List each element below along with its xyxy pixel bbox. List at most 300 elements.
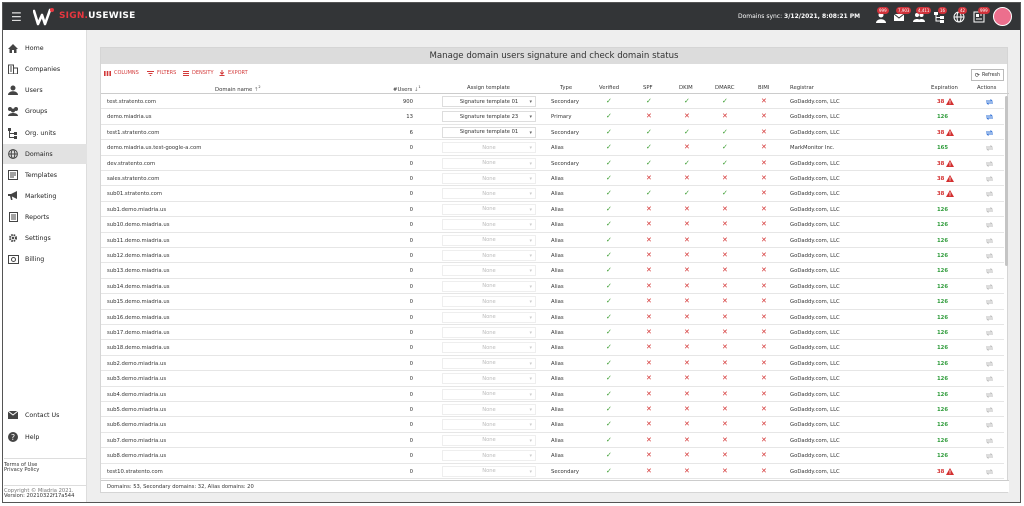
- contact-us-label: Contact Us: [25, 411, 60, 419]
- cross-icon: ✕: [761, 220, 767, 229]
- cross-icon: ✕: [722, 389, 728, 398]
- sync-action-icon[interactable]: [985, 344, 994, 352]
- table-row[interactable]: [101, 387, 1004, 402]
- sidebar-item-org-units[interactable]: [3, 124, 87, 142]
- cross-icon: ✕: [684, 451, 690, 460]
- table-scrollbar[interactable]: [1005, 96, 1008, 266]
- expiration-days: 126: [937, 437, 949, 444]
- domain-type: Alias: [551, 283, 564, 290]
- user-count: 0: [409, 345, 413, 352]
- domain-type: Alias: [551, 176, 564, 182]
- chevron-down-icon: ▾: [529, 145, 532, 152]
- cross-icon: ✕: [722, 374, 728, 383]
- sync-action-icon[interactable]: [985, 375, 994, 383]
- domain-name: demo.miadria.us: [107, 114, 152, 121]
- cross-icon: ✕: [761, 127, 767, 136]
- cross-icon: ✕: [722, 235, 728, 244]
- sync-action-icon[interactable]: [985, 221, 994, 229]
- user-count: 900: [402, 99, 413, 105]
- domain-name: sub12.demo.miadria.us: [107, 253, 170, 259]
- chevron-down-icon: ▾: [529, 345, 532, 352]
- brand-name: SIGN.USEWISE: [59, 11, 136, 21]
- registrar: GoDaddy.com, LLC: [790, 314, 840, 321]
- cross-icon: ✕: [646, 451, 652, 460]
- template-select[interactable]: None ▾: [442, 188, 536, 199]
- sidebar-item-companies[interactable]: [3, 60, 87, 78]
- sync-action-icon[interactable]: [985, 237, 994, 245]
- warning-icon: [946, 175, 954, 182]
- help-icon: [8, 432, 18, 442]
- check-icon: ✓: [646, 189, 652, 198]
- check-icon: ✓: [722, 189, 728, 198]
- groups-icon: [7, 106, 19, 116]
- registrar: GoDaddy.com, LLC: [790, 437, 840, 444]
- megaphone-icon: [8, 191, 19, 201]
- table-row[interactable]: [101, 171, 1004, 186]
- table-row[interactable]: [101, 294, 1004, 309]
- template-select[interactable]: None ▾: [442, 142, 536, 153]
- template-select[interactable]: None ▾: [442, 312, 536, 323]
- registrar: GoDaddy.com, LLC: [790, 129, 840, 136]
- cross-icon: ✕: [684, 281, 690, 290]
- table-row[interactable]: [101, 125, 1004, 140]
- domain-type: Primary: [551, 114, 572, 121]
- cross-icon: ✕: [722, 451, 728, 460]
- sort-arrow-icon: ↑: [253, 86, 259, 93]
- domain-type: Alias: [551, 314, 564, 321]
- col-header-dmarc[interactable]: DMARC: [715, 85, 735, 91]
- template-select[interactable]: None ▾: [442, 342, 536, 353]
- expiration-days: 126: [937, 206, 949, 213]
- check-icon: ✓: [606, 112, 612, 121]
- user-count: 0: [409, 422, 413, 429]
- cross-icon: ✕: [684, 143, 690, 152]
- expiration-days: 126: [937, 237, 949, 244]
- chevron-down-icon: ▾: [529, 206, 532, 213]
- user-count: 6: [409, 129, 413, 136]
- template-select[interactable]: None ▾: [442, 235, 536, 246]
- template-select[interactable]: None ▾: [442, 435, 536, 446]
- template-select[interactable]: None ▾: [442, 419, 536, 430]
- notification-badge: 16: [940, 8, 946, 13]
- chevron-down-icon: ▾: [529, 222, 532, 229]
- sync-action-icon[interactable]: [985, 144, 994, 152]
- notification-badge: 42: [960, 8, 966, 13]
- sync-action-icon[interactable]: [985, 391, 994, 399]
- sync-action-icon[interactable]: [985, 252, 994, 260]
- sidebar-item-settings[interactable]: [3, 229, 87, 247]
- chevron-down-icon: ▾: [529, 160, 532, 167]
- cross-icon: ✕: [761, 435, 767, 444]
- registrar: GoDaddy.com, LLC: [790, 283, 840, 290]
- domain-type: Alias: [551, 222, 564, 229]
- check-icon: ✓: [606, 158, 612, 167]
- contact-us-link[interactable]: [3, 406, 87, 424]
- domain-name: sub2.demo.miadria.us: [107, 360, 167, 367]
- table-row[interactable]: [101, 417, 1004, 432]
- density-icon: [183, 71, 189, 76]
- sidebar-item-reports[interactable]: [3, 208, 87, 226]
- notification-badge: 999: [980, 8, 988, 13]
- check-icon: ✓: [606, 235, 612, 244]
- user-count: 0: [409, 391, 413, 398]
- filters-button[interactable]: FILTERS: [147, 70, 176, 76]
- domain-type: Alias: [551, 391, 564, 398]
- templates-icon: [8, 170, 18, 180]
- table-row[interactable]: [101, 94, 1004, 109]
- check-icon: ✓: [684, 158, 690, 167]
- cross-icon: ✕: [684, 405, 690, 413]
- domain-name: sub8.demo.miadria.us: [107, 453, 167, 460]
- table-row[interactable]: [101, 233, 1004, 248]
- expiration-days: 126: [937, 360, 949, 367]
- cross-icon: ✕: [722, 251, 728, 259]
- check-icon: ✓: [646, 143, 652, 152]
- refresh-button[interactable]: ⟳ Refresh: [971, 69, 1004, 81]
- check-icon: ✓: [684, 97, 690, 105]
- sync-action-icon[interactable]: [985, 206, 994, 214]
- user-count: 0: [409, 376, 413, 383]
- user-count: 0: [409, 253, 413, 259]
- sync-action-icon[interactable]: [985, 113, 994, 121]
- cross-icon: ✕: [646, 204, 652, 213]
- cross-icon: ✕: [684, 343, 690, 352]
- cross-icon: ✕: [684, 466, 690, 475]
- terms-link[interactable]: Terms of Use: [4, 458, 87, 468]
- check-icon: ✓: [606, 297, 612, 306]
- expiration-days: 126: [937, 253, 949, 259]
- cross-icon: ✕: [646, 112, 652, 121]
- export-button[interactable]: EXPORT: [219, 70, 248, 76]
- user-count: 13: [406, 114, 413, 121]
- table-row[interactable]: [101, 402, 1004, 417]
- companies-icon: [8, 64, 18, 74]
- col-header-dkim[interactable]: DKIM: [679, 85, 693, 91]
- user-count: 0: [409, 299, 413, 306]
- template-select[interactable]: None ▾: [442, 250, 536, 261]
- cross-icon: ✕: [646, 220, 652, 229]
- table-row[interactable]: [101, 325, 1004, 340]
- home-icon: [8, 44, 18, 53]
- registrar: GoDaddy.com, LLC: [790, 237, 840, 244]
- table-row[interactable]: [101, 217, 1004, 232]
- registrar: GoDaddy.com, LLC: [790, 360, 840, 367]
- cross-icon: ✕: [684, 312, 690, 321]
- expiration-days: 126: [937, 391, 949, 398]
- billing-icon: [8, 255, 19, 264]
- table-row[interactable]: [101, 263, 1004, 278]
- domain-name: sub15.demo.miadria.us: [107, 299, 170, 306]
- expiration-days: 38: [937, 160, 954, 167]
- cross-icon: ✕: [761, 174, 767, 182]
- chevron-down-icon: ▾: [529, 453, 532, 460]
- grid-toolbar: [101, 67, 1007, 81]
- check-icon: ✓: [606, 405, 612, 413]
- user-avatar[interactable]: [993, 7, 1012, 26]
- template-select[interactable]: Signature template 23 ▾: [442, 111, 536, 122]
- check-icon: ✓: [606, 220, 612, 229]
- col-header-template[interactable]: Assign template: [467, 85, 510, 91]
- domain-type: Alias: [551, 437, 564, 444]
- check-icon: ✓: [606, 143, 612, 152]
- sync-action-icon[interactable]: [985, 452, 994, 460]
- template-select[interactable]: None ▾: [442, 327, 536, 338]
- cross-icon: ✕: [761, 374, 767, 383]
- domain-name: demo.miadria.us.test-google-a.com: [107, 145, 202, 152]
- notification-badge: 7,903: [898, 8, 910, 13]
- expiration-days: 126: [937, 407, 949, 413]
- registrar: GoDaddy.com, LLC: [790, 268, 840, 275]
- sidebar-item-groups[interactable]: [3, 102, 87, 120]
- table-row[interactable]: [101, 279, 1004, 294]
- domain-type: Secondary: [551, 160, 580, 167]
- cross-icon: ✕: [722, 204, 728, 213]
- col-header-spf[interactable]: SPF: [643, 85, 653, 91]
- sync-action-icon[interactable]: [985, 298, 994, 306]
- cross-icon: ✕: [646, 358, 652, 367]
- check-icon: ✓: [606, 204, 612, 213]
- notification-badge: 999: [879, 8, 887, 13]
- sync-action-icon[interactable]: [985, 267, 994, 275]
- org-units-icon: [8, 128, 18, 139]
- sidebar-item-label: Groups: [25, 107, 48, 115]
- expiration-days: 38: [937, 175, 954, 182]
- expiration-days: 126: [937, 422, 949, 429]
- check-icon: ✓: [606, 251, 612, 259]
- table-row[interactable]: [101, 433, 1004, 448]
- table-row[interactable]: [101, 140, 1004, 155]
- sidebar-item-label: Marketing: [25, 192, 57, 200]
- table-row[interactable]: [101, 340, 1004, 355]
- domains-card: [100, 47, 1008, 493]
- user-count: 0: [409, 160, 413, 167]
- col-header-bimi[interactable]: BIMI: [758, 85, 770, 91]
- domain-type: Secondary: [551, 99, 580, 105]
- table-row[interactable]: [101, 248, 1004, 263]
- cross-icon: ✕: [684, 204, 690, 213]
- sidebar-item-templates[interactable]: [3, 166, 87, 184]
- chevron-down-icon: ▾: [529, 191, 532, 198]
- check-icon: ✓: [606, 389, 612, 398]
- registrar: MarkMonitor Inc.: [790, 145, 835, 152]
- cross-icon: ✕: [761, 281, 767, 290]
- template-select[interactable]: None ▾: [442, 158, 536, 169]
- chevron-down-icon: ▾: [529, 376, 532, 383]
- domain-name: sub13.demo.miadria.us: [107, 268, 170, 275]
- table-row[interactable]: [101, 448, 1004, 463]
- registrar: GoDaddy.com, LLC: [790, 222, 840, 229]
- gear-icon: [8, 233, 18, 243]
- user-count: 0: [409, 330, 413, 336]
- chevron-down-icon: ▾: [529, 237, 532, 244]
- user-count: 0: [409, 237, 413, 244]
- cross-icon: ✕: [646, 405, 652, 413]
- expiration-days: 126: [937, 283, 949, 290]
- cross-icon: ✕: [761, 466, 767, 475]
- template-select[interactable]: None ▾: [442, 450, 536, 461]
- cross-icon: ✕: [722, 266, 728, 275]
- expiration-days: 126: [937, 453, 949, 460]
- sync-action-icon[interactable]: [985, 468, 994, 476]
- cross-icon: ✕: [646, 466, 652, 475]
- cross-icon: ✕: [646, 297, 652, 306]
- table-row[interactable]: [101, 371, 1004, 386]
- domain-type: Alias: [551, 422, 564, 429]
- chevron-down-icon: ▾: [529, 468, 532, 475]
- cross-icon: ✕: [761, 297, 767, 306]
- warning-icon: [946, 98, 954, 105]
- cross-icon: ✕: [761, 266, 767, 275]
- download-icon: [219, 70, 225, 76]
- domain-type: Alias: [551, 253, 564, 259]
- col-header-registrar[interactable]: Registrar: [790, 85, 814, 91]
- warning-icon: [946, 160, 954, 167]
- sync-action-icon[interactable]: [985, 98, 994, 106]
- cross-icon: ✕: [684, 420, 690, 429]
- hamburger-menu-icon[interactable]: ☰: [11, 10, 22, 24]
- cross-icon: ✕: [761, 204, 767, 213]
- cross-icon: ✕: [761, 235, 767, 244]
- template-select[interactable]: None ▾: [442, 281, 536, 292]
- chevron-down-icon: ▾: [529, 314, 532, 321]
- privacy-link[interactable]: Privacy Policy: [4, 467, 40, 473]
- table-row[interactable]: [101, 356, 1004, 371]
- domain-type: Secondary: [551, 129, 580, 136]
- sidebar-item-label: Companies: [25, 65, 61, 73]
- chevron-down-icon: ▾: [529, 283, 532, 290]
- domain-name: sub16.demo.miadria.us: [107, 314, 170, 321]
- sync-action-icon[interactable]: [985, 314, 994, 322]
- sync-action-icon[interactable]: [985, 175, 994, 183]
- table-row[interactable]: [101, 202, 1004, 217]
- cross-icon: ✕: [646, 235, 652, 244]
- table-row[interactable]: [101, 186, 1004, 201]
- col-header-domain[interactable]: Domain name ↑$^2$: [215, 85, 261, 93]
- sidebar-item-domains[interactable]: [3, 144, 87, 164]
- col-header-users[interactable]: #Users ↓$^1$: [393, 85, 421, 93]
- cross-icon: ✕: [646, 435, 652, 444]
- domain-type: Alias: [551, 145, 564, 152]
- sidebar-item-label: Billing: [25, 255, 45, 263]
- cross-icon: ✕: [646, 174, 652, 182]
- table-row[interactable]: [101, 109, 1004, 124]
- registrar: GoDaddy.com, LLC: [790, 191, 840, 198]
- refresh-icon: ⟳: [974, 71, 980, 79]
- cross-icon: ✕: [722, 174, 728, 182]
- app-window: [2, 2, 1021, 503]
- warning-icon: [946, 190, 954, 197]
- check-icon: ✓: [722, 143, 728, 152]
- col-header-type[interactable]: Type: [560, 85, 573, 91]
- sync-action-icon[interactable]: [985, 406, 994, 414]
- sidebar-item-users[interactable]: [3, 81, 87, 99]
- domain-name: sales.stratento.com: [107, 176, 160, 182]
- sidebar-item-label: Settings: [25, 234, 51, 242]
- expiration-days: 126: [937, 330, 949, 336]
- domain-name: sub11.demo.miadria.us: [107, 237, 170, 244]
- sync-action-icon[interactable]: [985, 160, 994, 168]
- registrar: GoDaddy.com, LLC: [790, 176, 840, 182]
- user-count: 0: [409, 176, 413, 182]
- user-icon: [8, 85, 18, 95]
- template-select[interactable]: Signature template 01 ▾: [442, 127, 536, 138]
- template-select[interactable]: None ▾: [442, 296, 536, 307]
- expiration-days: 126: [937, 299, 949, 306]
- sidebar-item-home[interactable]: [3, 39, 87, 57]
- template-select[interactable]: None ▾: [442, 204, 536, 215]
- sync-action-icon[interactable]: [985, 129, 994, 137]
- chevron-down-icon: ▾: [529, 268, 532, 275]
- chevron-down-icon: ▾: [529, 176, 532, 182]
- sidebar-item-billing[interactable]: [3, 250, 87, 268]
- registrar: GoDaddy.com, LLC: [790, 345, 840, 352]
- table-row[interactable]: [101, 464, 1004, 479]
- cross-icon: ✕: [722, 281, 728, 290]
- user-count: 0: [409, 468, 413, 475]
- help-link[interactable]: [3, 428, 87, 446]
- domain-name: test1.stratento.com: [107, 129, 160, 136]
- check-icon: ✓: [722, 158, 728, 167]
- check-icon: ✓: [606, 420, 612, 429]
- col-header-verified[interactable]: Verified: [599, 85, 620, 91]
- sync-action-icon[interactable]: [985, 283, 994, 291]
- template-select[interactable]: None ▾: [442, 373, 536, 384]
- template-select[interactable]: None ▾: [442, 219, 536, 230]
- expiration-days: 165: [937, 145, 949, 152]
- expiration-days: 38: [937, 468, 954, 475]
- user-count: 0: [409, 360, 413, 367]
- columns-button[interactable]: COLUMNS: [104, 70, 139, 76]
- sync-action-icon[interactable]: [985, 329, 994, 337]
- registrar: GoDaddy.com, LLC: [790, 407, 840, 413]
- cross-icon: ✕: [761, 251, 767, 259]
- chevron-down-icon: ▾: [529, 330, 532, 336]
- cross-icon: ✕: [761, 389, 767, 398]
- template-select[interactable]: Signature template 01 ▾: [442, 96, 536, 107]
- warning-icon: [946, 468, 954, 475]
- cross-icon: ✕: [761, 420, 767, 429]
- filter-icon: [147, 71, 154, 76]
- template-select[interactable]: None ▾: [442, 466, 536, 477]
- columns-icon: [104, 71, 111, 76]
- sync-action-icon[interactable]: [985, 437, 994, 445]
- cross-icon: ✕: [722, 312, 728, 321]
- sidebar-item-marketing[interactable]: [3, 187, 87, 205]
- sidebar-item-label: Domains: [25, 150, 53, 158]
- template-select[interactable]: None ▾: [442, 265, 536, 276]
- sync-action-icon[interactable]: [985, 421, 994, 429]
- check-icon: ✓: [606, 358, 612, 367]
- sync-action-icon[interactable]: [985, 360, 994, 368]
- registrar: GoDaddy.com, LLC: [790, 114, 840, 121]
- template-select[interactable]: None ▾: [442, 173, 536, 184]
- sync-action-icon[interactable]: [985, 190, 994, 198]
- check-icon: ✓: [606, 174, 612, 182]
- sort-arrow-icon: ↓: [413, 86, 419, 93]
- check-icon: ✓: [646, 158, 652, 167]
- template-select[interactable]: None ▾: [442, 404, 536, 415]
- template-select[interactable]: None ▾: [442, 358, 536, 369]
- table-row[interactable]: [101, 156, 1004, 171]
- table-row[interactable]: [101, 310, 1004, 325]
- density-button[interactable]: DENSITY: [183, 70, 214, 76]
- check-icon: ✓: [606, 328, 612, 336]
- user-count: 0: [409, 283, 413, 290]
- check-icon: ✓: [684, 189, 690, 198]
- col-header-expiration[interactable]: Expiration: [931, 85, 958, 91]
- template-select[interactable]: None ▾: [442, 389, 536, 400]
- domain-type: Alias: [551, 360, 564, 367]
